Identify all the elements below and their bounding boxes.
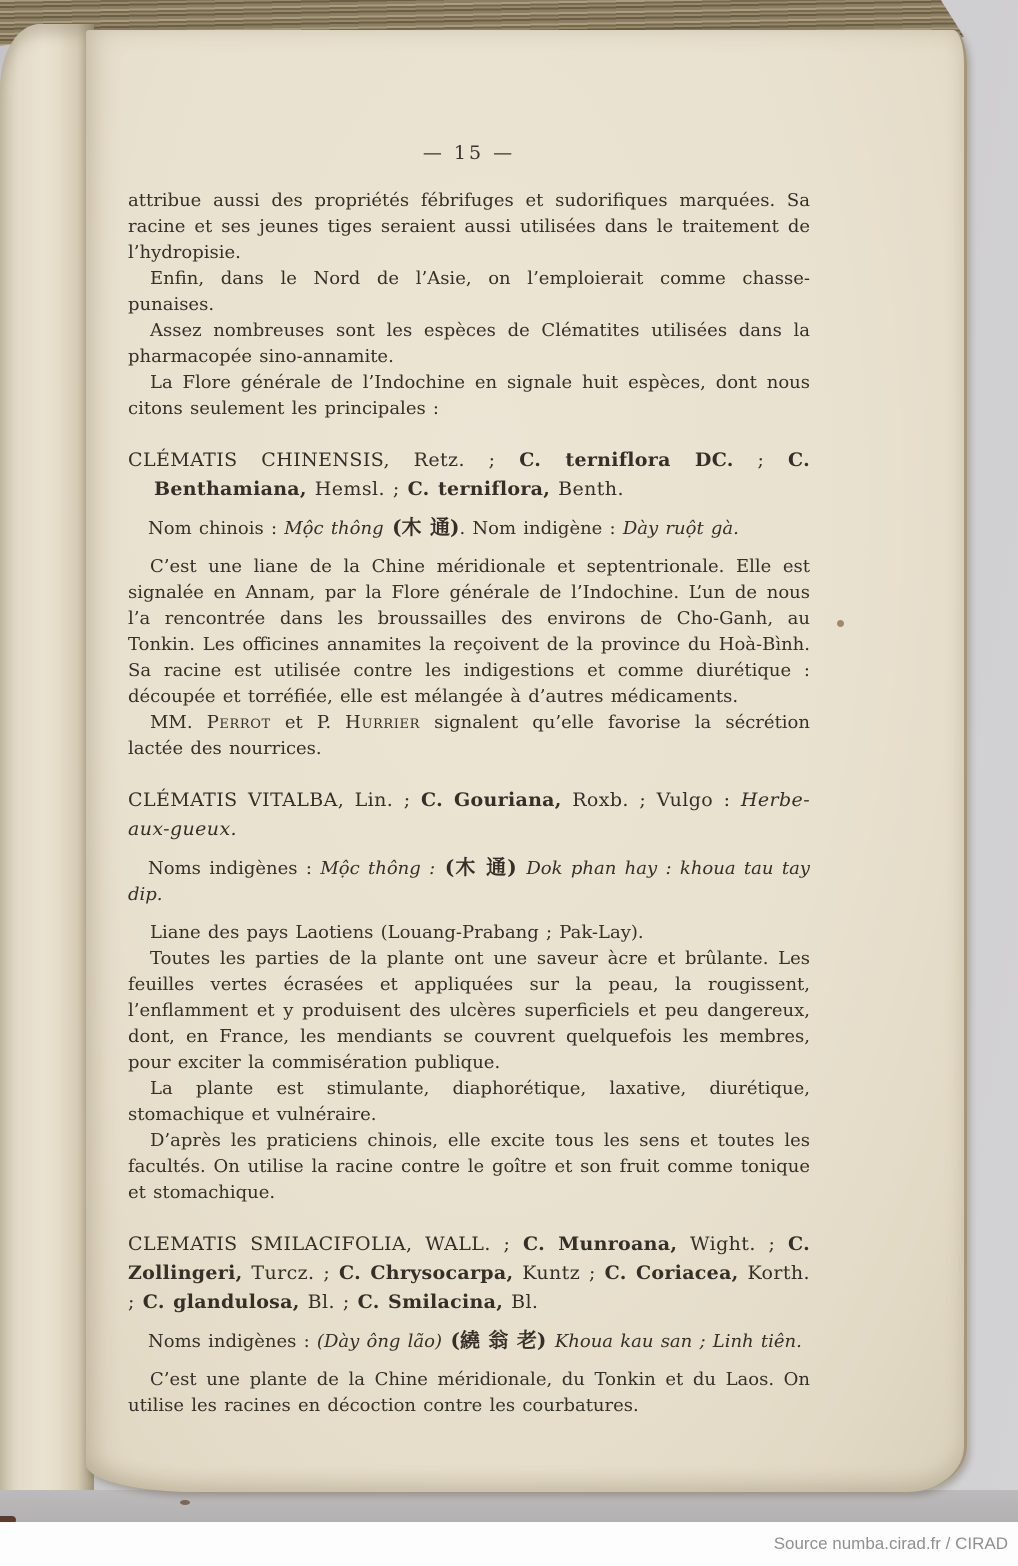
text-segment: C. Chrysocarpa, — [338, 1262, 514, 1284]
text-segment: Toutes les parties de la plante ont une saveur àcre et brûlante. Les feuilles vertes écrasées et appliquées sur la peau, la rougissent, l’enflamment et y produisent des ulcères superficiels et peu dangereux, dont, en France, les mendiants se couvrent quelquefois les membres, pour exciter la commisération publique. — [128, 948, 810, 1073]
left-page-edges — [0, 24, 94, 1532]
text-segment: Dok phan hay : khoua tau tay dip. — [128, 858, 810, 905]
paragraph — [128, 1367, 810, 1419]
text-segment: Liane des pays Laotiens (Louang-Prabang ; Pak-Lay). — [150, 922, 644, 943]
text-segment: ; — [733, 449, 788, 471]
text-segment: CLEMATIS SMILACIFOLIA, WALL. ; — [128, 1233, 523, 1255]
text-segment: D’après les praticiens chinois, elle excite tous les sens et toutes les facultés. On utilise la racine contre le goître et son fruit comme tonique et stomachique. — [128, 1130, 810, 1203]
text-segment: Bl. — [503, 1291, 539, 1313]
text-segment: C. Gouriana, — [421, 789, 562, 811]
source-credit: Source numba.cirad.fr / CIRAD — [773, 1534, 1008, 1553]
text-segment: Mộc thông — [284, 518, 384, 539]
text-segment: C. Benthamiana, — [154, 449, 811, 500]
text-segment: C. Zollingeri, — [128, 1233, 810, 1284]
vernacular-names-line — [128, 1327, 810, 1355]
text-segment: Dày ruột gà. — [622, 518, 739, 539]
text-segment: C’est une liane de la Chine méridionale et septentrionale. Elle est signalée en Annam, par la Flore générale de l’Indochine. L’un de nous l’a rencontrée dans les broussailles des environs de Cho-Ganh, au Tonkin. Les officines annamites la reçoivent de la province du Hoà-Bình. Sa racine est utilisée contre les indigestions et comme diurétique : découpée et torréfiée, elle est mélangée à d’autres médicaments. — [128, 556, 810, 707]
text-segment: La plante est stimulante, diaphorétique, laxative, diurétique, stomachique et vulnéraire. — [128, 1078, 810, 1125]
text-segment: Turcz. ; — [242, 1262, 339, 1284]
text-segment: C. terniflora DC. — [519, 449, 734, 471]
vernacular-names-line — [128, 514, 810, 542]
text-segment: Nom chinois : — [148, 518, 285, 539]
text-segment: Bl. ; — [299, 1291, 358, 1313]
species-heading — [128, 786, 810, 844]
vernacular-names-line — [128, 854, 810, 908]
text-segment: Herbe-aux-gueux. — [128, 789, 811, 840]
text-segment: Khoua kau san ; Linh tiên. — [554, 1331, 802, 1352]
paragraph — [128, 946, 810, 1076]
text-segment: CLÉMATIS CHINENSIS, Retz. ; — [128, 449, 520, 471]
paragraph — [128, 1076, 810, 1128]
text-segment: C’est une plante de la Chine méridionale, du Tonkin et du Laos. On utilise les racines en décoction contre les courbatures. — [128, 1369, 810, 1416]
text-segment: Noms indigènes : — [148, 1331, 317, 1352]
text-segment: et P. — [270, 712, 346, 733]
text-segment: Wight. ; — [677, 1233, 788, 1255]
text-segment: Assez nombreuses sont les espèces de Clématites utilisées dans la pharmacopée sino-annamite. — [128, 320, 810, 367]
page-number: — 15 — — [422, 142, 516, 164]
paragraph — [128, 188, 810, 266]
text-segment: Enfin, dans le Nord de l’Asie, on l’emploierait comme chasse-punaises. — [128, 268, 810, 315]
source-footer — [0, 1522, 1018, 1566]
text-segment: Benth. — [550, 478, 624, 500]
text-segment: C. glandulosa, — [142, 1291, 300, 1313]
species-heading — [128, 446, 810, 504]
paragraph — [128, 1128, 810, 1206]
text-segment: Kuntz ; — [513, 1262, 605, 1284]
text-segment: Korth. ; — [128, 1262, 810, 1313]
text-segment: (Dày ông lão) — [316, 1331, 443, 1352]
paragraph — [128, 370, 810, 422]
paragraph — [128, 554, 810, 710]
text-segment: MM. — [150, 712, 207, 733]
page-text — [128, 188, 810, 1419]
text-segment: La Flore générale de l’Indochine en signale huit espèces, dont nous citons seulement les principales : — [128, 372, 810, 419]
paragraph — [128, 920, 810, 946]
text-segment: attribue aussi des propriétés fébrifuges et sudorifiques marquées. Sa racine et ses jeunes tiges seraient aussi utilisées dans le traitement de l’hydropisie. — [128, 190, 810, 263]
paper-speck — [837, 620, 844, 627]
text-segment: C. terniflora, — [407, 478, 551, 500]
text-segment: signalent qu’elle favorise la sécrétion lactée des nourrices. — [128, 712, 810, 759]
paragraph — [128, 318, 810, 370]
paragraph — [128, 266, 810, 318]
paragraph — [128, 710, 810, 762]
text-segment: Hurrier — [345, 712, 420, 733]
scan-background-band — [0, 1490, 1018, 1522]
text-segment: CLÉMATIS VITALBA, Lin. ; — [128, 789, 422, 811]
text-segment: C. Smilacina, — [357, 1291, 504, 1313]
book-page — [86, 30, 967, 1492]
page-text-column — [128, 30, 810, 1419]
text-segment: C. Munroana, — [523, 1233, 678, 1255]
text-segment: Mộc thông : — [320, 858, 436, 879]
text-segment: Hemsl. ; — [306, 478, 408, 500]
text-segment: Noms indigènes : — [148, 858, 321, 879]
chinese-characters: (木 通) — [383, 515, 460, 539]
paper-speck — [180, 1500, 190, 1505]
text-segment: C. Coriacea, — [604, 1262, 739, 1284]
chinese-characters: (木 通) — [435, 855, 527, 879]
text-segment: Roxb. ; Vulgo : — [561, 789, 741, 811]
species-heading — [128, 1230, 810, 1317]
text-segment: . Nom indigène : — [459, 518, 623, 539]
chinese-characters: (繞 翁 老) — [442, 1328, 555, 1352]
text-segment: Perrot — [206, 712, 271, 733]
